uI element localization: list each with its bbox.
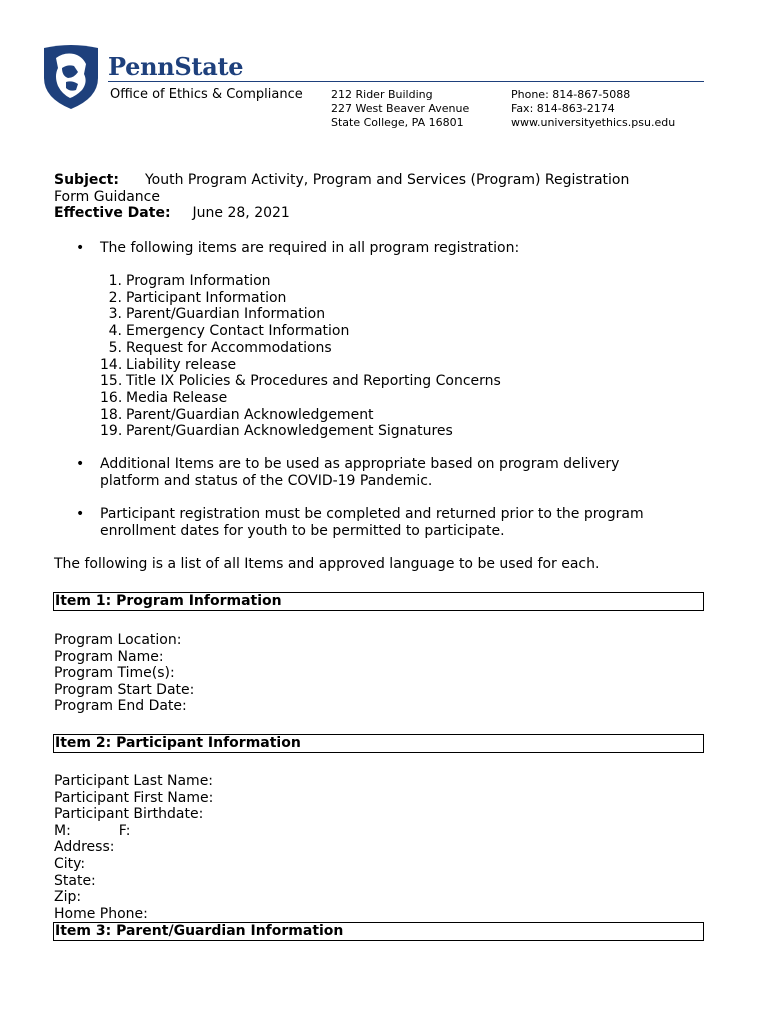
field-label: Zip: xyxy=(54,889,82,906)
list-item: 16. Media Release xyxy=(100,389,228,406)
effective-date-value: June 28, 2021 xyxy=(192,205,290,222)
website-link[interactable]: www.universityethics.psu.edu xyxy=(511,116,676,129)
office-contact xyxy=(511,88,675,130)
bullet-additional-items: Additional Items are to be used as appropriate based on program delivery platform and status of the COVID-19 Pandemic. xyxy=(100,456,620,489)
item1-fields xyxy=(54,632,194,715)
field-label: City: xyxy=(54,855,86,872)
field-label: Participant Last Name: xyxy=(54,773,214,789)
list-item: 18. Parent/Guardian Acknowledgement xyxy=(100,406,374,423)
male-label: M: xyxy=(54,822,71,839)
subject-block xyxy=(54,172,629,222)
list-item: 2. Participant Information xyxy=(108,289,287,306)
item2-heading: Item 2: Participant Information xyxy=(53,734,704,753)
item3-heading: Item 3: Parent/Guardian Information xyxy=(53,922,704,941)
phone-number: Phone: 814-867-5088 xyxy=(511,88,631,101)
list-item: 4. Emergency Contact Information xyxy=(108,323,350,340)
items-intro: The following is a list of all Items and approved language to be used for each. xyxy=(54,556,600,572)
address-line: 227 West Beaver Avenue xyxy=(331,102,470,115)
list-item: 15. Title IX Policies & Procedures and Reporting Concerns xyxy=(100,373,501,390)
field-label: Program Start Date: xyxy=(54,681,195,698)
list-item: 19. Parent/Guardian Acknowledgement Signatures xyxy=(100,423,453,440)
field-label: Program Name: xyxy=(54,648,164,665)
field-label: Participant Birthdate: xyxy=(54,806,204,823)
effective-date-label: Effective Date: xyxy=(54,205,171,222)
field-label: Address: xyxy=(54,839,115,856)
office-name: Office of Ethics & Compliance xyxy=(110,87,303,102)
field-label: Program Location: xyxy=(54,632,182,648)
list-item: 3. Parent/Guardian Information xyxy=(108,306,326,323)
subject-value-continued: Form Guidance xyxy=(54,188,160,205)
item1-heading: Item 1: Program Information xyxy=(53,592,704,611)
address-line: 212 Rider Building xyxy=(331,88,433,101)
field-label: Home Phone: xyxy=(54,905,148,922)
bullet-required-items: The following items are required in all program registration: xyxy=(100,240,520,256)
list-item: 5. Request for Accommodations xyxy=(108,339,332,356)
field-label: Program Time(s): xyxy=(54,665,175,682)
gender-field xyxy=(54,823,213,840)
bullet-icon: • xyxy=(76,456,85,472)
office-address xyxy=(331,88,469,130)
brand-wordmark: PennState xyxy=(108,52,244,81)
field-label: Participant First Name: xyxy=(54,789,214,806)
field-label: State: xyxy=(54,872,96,889)
bullet-icon: • xyxy=(76,240,85,256)
required-items-list xyxy=(100,273,501,440)
bullet-icon: • xyxy=(76,506,85,522)
fax-number: Fax: 814-863-2174 xyxy=(511,102,615,115)
list-item: 1. Program Information xyxy=(108,273,271,289)
field-label: Program End Date: xyxy=(54,698,187,715)
bullet-registration-deadline: Participant registration must be completed and returned prior to the program enrollment dates for youth to be permitted to participate. xyxy=(100,506,644,539)
subject-label: Subject: xyxy=(54,172,119,188)
item2-fields xyxy=(54,773,213,922)
list-item: 14. Liability release xyxy=(100,356,237,373)
address-line: State College, PA 16801 xyxy=(331,116,464,129)
female-label: F: xyxy=(118,822,131,839)
subject-value: Youth Program Activity, Program and Services (Program) Registration xyxy=(144,172,630,188)
header-rule xyxy=(108,81,704,82)
penn-state-shield-logo xyxy=(42,44,100,110)
